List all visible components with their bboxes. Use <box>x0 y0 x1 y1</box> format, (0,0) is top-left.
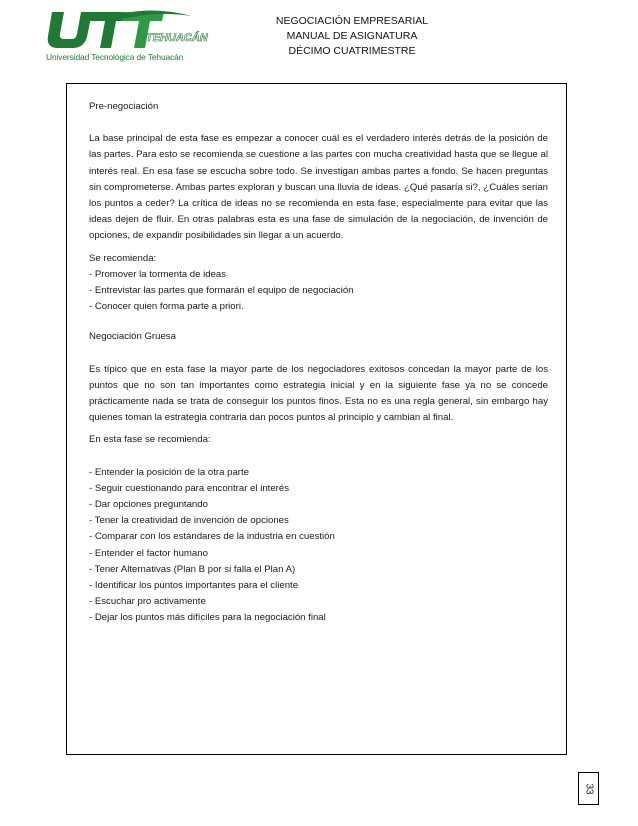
list-item: - Dejar los puntos más difíciles para la negociación final <box>89 612 326 624</box>
course-title: NEGOCIACIÓN EMPRESARIAL <box>275 15 429 27</box>
list-item: - Escuchar pro activamente <box>89 596 206 608</box>
list-item: - Comparar con los estándares de la industria en cuestión <box>89 531 335 543</box>
manual-label: MANUAL DE ASIGNATURA <box>286 30 418 42</box>
pre-recommend-label: Se recomienda: <box>89 252 157 264</box>
term-label: DÉCIMO CUATRIMESTRE <box>288 45 416 57</box>
list-item: - Entrevistar las partes que formarán el equipo de negociación <box>89 285 354 297</box>
list-item: - Promover la tormenta de ideas <box>89 268 227 280</box>
university-logo <box>46 8 208 64</box>
document-header <box>232 14 472 59</box>
pre-negociacion-paragraph: La base principal de esta fase es empezar a conocer cuál es el verdadero interés detrás de la posición de las partes. Para esto se recomienda se cuestione a las partes con mucha creatividad hasta que se llegue al interés real. En esa fase se escucha sobre todo. Se investigan ambas partes a fondo. Se hacen preguntas sin comprometerse. Ambas partes exploran y buscan una lluvia de ideas. ¿Qué pasaría si?, ¿Cuáles serian los puntos a ceder? La crítica de ideas no se recomienda en esta fase, especialmente para evitar que las ideas dejen de fluir. En otras palabras esta es una fase de simulación de la negociación, de invención de opciones, de expandir posibilidades sin llegar a un acuerdo. <box>89 133 548 242</box>
gruesa-recommend-list <box>89 465 548 627</box>
pre-recommend-list <box>89 267 548 316</box>
page-content <box>89 95 548 627</box>
list-item: - Entender el factor humano <box>89 547 208 559</box>
section-title-pre-negociacion: Pre-negociación <box>89 101 159 112</box>
negociacion-gruesa-paragraph: Es típico que en esta fase la mayor parte de los negociadores exitosos concedan la mayor parte de los puntos que no son tan importantes como estrategia inicial y en la siguiente fase ya no se concede prácticamente nada se trata de conseguir los puntos finos. Esta no es una regla general, sin embargo hay quienes toman la estrategia contraria dan pocos puntos al principio y cambian al final. <box>89 363 548 424</box>
list-item: - Identificar los puntos importantes para el cliente <box>89 580 299 592</box>
list-item: - Entender la posición de la otra parte <box>89 466 249 478</box>
page-number-box <box>578 772 599 805</box>
list-item: - Conocer quien forma parte a priori. <box>89 301 244 313</box>
section-title-negociacion-gruesa: Negociación Gruesa <box>89 331 176 343</box>
list-item: - Tener Alternativas (Plan B por si falla el Plan A) <box>89 563 296 575</box>
list-item: - Dar opciones preguntando <box>89 499 208 511</box>
logo-subtitle: Universidad Tecnológica de Tehuacán <box>46 52 184 62</box>
logo-wordmark: TEHUACÁN <box>146 32 208 44</box>
list-item: - Tener la creatividad de invención de opciones <box>89 515 289 527</box>
ut-logo-mark-icon <box>46 8 208 52</box>
page-number: 33 <box>583 782 594 795</box>
gruesa-recommend-label: En esta fase se recomienda: <box>89 434 211 446</box>
list-item: - Seguir cuestionando para encontrar el interés <box>89 482 289 494</box>
